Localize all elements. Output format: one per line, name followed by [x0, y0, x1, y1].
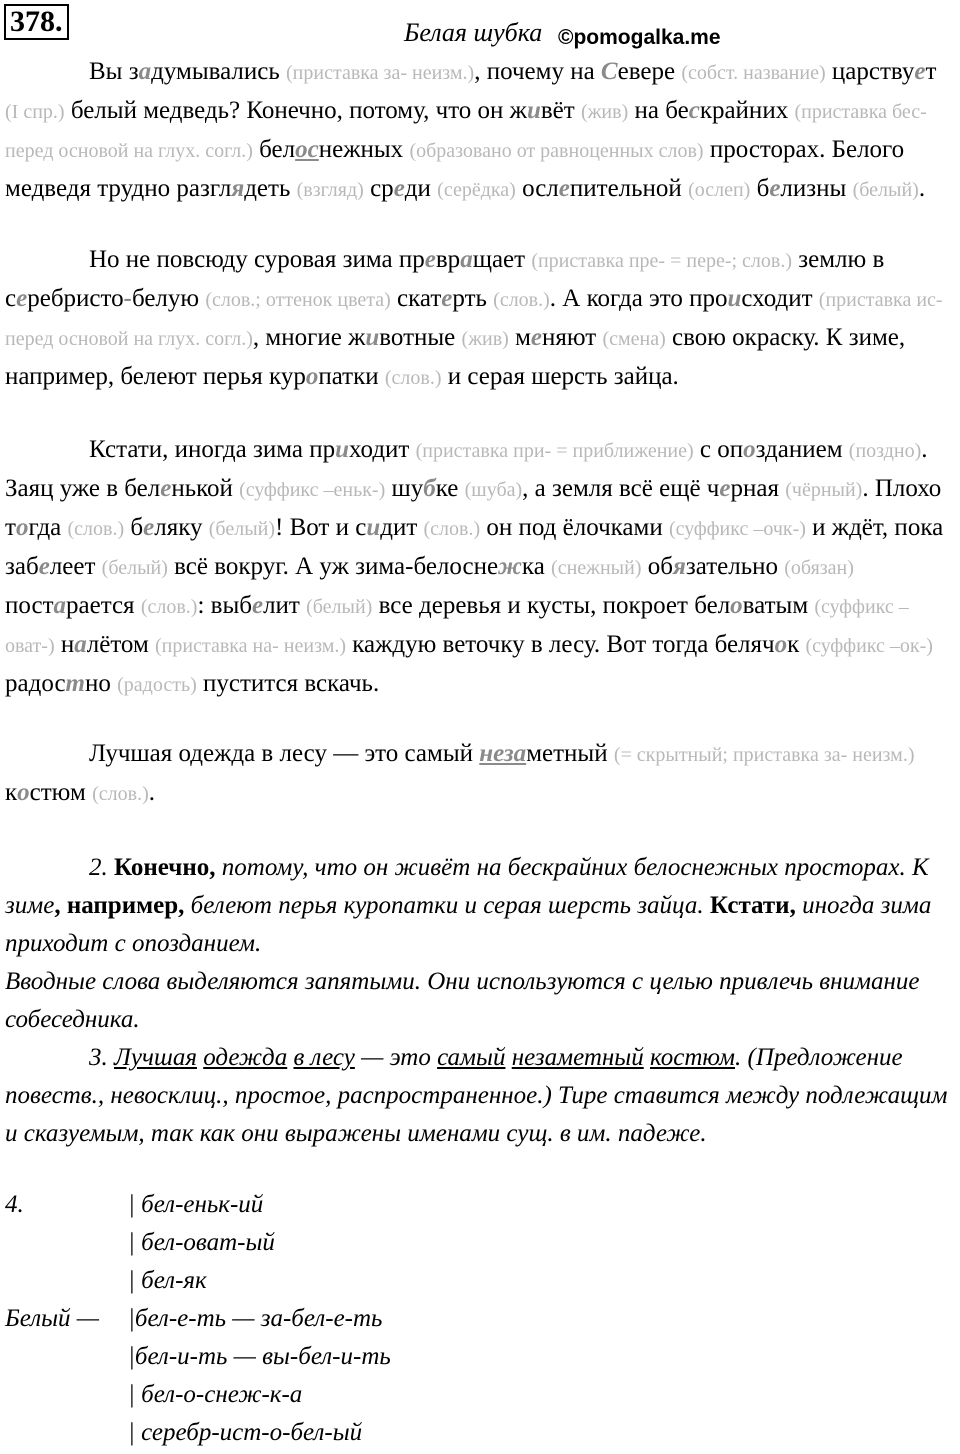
paragraph-3	[5, 431, 955, 704]
text-segment: рная	[730, 475, 786, 502]
bold-word: , например,	[54, 892, 185, 919]
text-segment: к	[787, 631, 806, 658]
text-segment: — это	[354, 1044, 438, 1071]
table-row: | бел-як	[128, 1267, 207, 1294]
underlined-word: в лесу	[293, 1044, 355, 1071]
highlighted-letter: и	[727, 285, 742, 312]
highlighted-letter: е	[251, 592, 264, 619]
text-segment: щает	[472, 246, 532, 273]
text-segment: иногда зима приходит с опозданием.	[5, 892, 932, 957]
text-segment: лит	[263, 592, 307, 619]
underlined-word: одежда	[203, 1044, 288, 1071]
text-segment: с оп	[693, 436, 744, 463]
text-segment: к	[5, 779, 18, 806]
underlined-word: Лучшая	[114, 1044, 197, 1071]
note-text: (I спр.)	[5, 101, 65, 123]
highlighted-letter: о	[17, 779, 30, 806]
text-segment: ди	[404, 175, 438, 202]
highlighted-letter: -	[123, 285, 132, 312]
text-segment: и серая шерсть зайца.	[441, 363, 679, 390]
note-text: (радость)	[117, 674, 197, 696]
note-text: (взгляд)	[296, 179, 364, 201]
table-row: | бел-еньк-ий	[128, 1191, 264, 1218]
text-segment: потому, что он живёт на бескрайних белоснежных просторах. К зиме	[5, 854, 929, 919]
highlighted-letter: я	[672, 553, 686, 580]
highlighted-letter: и	[526, 97, 541, 124]
text-segment: 2.	[89, 854, 114, 881]
note-text: (слов.)	[140, 596, 198, 618]
text-segment: , многие ж	[252, 324, 366, 351]
note-text: (приставка пре- = пере-; слов.)	[531, 250, 793, 272]
note-text: (слов.)	[384, 367, 442, 389]
note-text: (суффикс –очк-)	[668, 518, 806, 540]
text-segment: белую	[131, 285, 206, 312]
text-segment: белый медведь? Конечно, потому, что он ж	[64, 97, 527, 124]
highlighted-letter: ос	[295, 136, 319, 163]
text-segment: скат	[390, 285, 442, 312]
underlined-word: костюм	[649, 1044, 736, 1071]
paragraph-1	[5, 53, 955, 209]
text-segment: лётом	[86, 631, 156, 658]
text-segment: сходит	[741, 285, 819, 312]
highlighted-letter: е	[914, 58, 926, 85]
text-segment: об	[641, 553, 673, 580]
answer-2	[5, 849, 955, 963]
text-segment: зданием	[755, 436, 849, 463]
highlighted-letter: о	[743, 436, 756, 463]
text-segment: ляку	[154, 514, 209, 541]
text-segment: ! Вот и с	[275, 514, 367, 541]
highlighted-letter: и	[335, 436, 349, 463]
text-segment: няют	[542, 324, 603, 351]
text-segment: нькой	[171, 475, 240, 502]
note-text: (поздно)	[848, 440, 922, 462]
paragraph-2	[5, 241, 955, 397]
note-text: (слов.)	[423, 518, 481, 540]
note-text: (слов.)	[92, 783, 149, 805]
watermark: ©pomogalka.me	[558, 26, 721, 49]
text-segment: рается	[66, 592, 141, 619]
text-segment: леет	[49, 553, 102, 580]
highlighted-letter: С	[600, 58, 618, 85]
text-segment: осл	[515, 175, 559, 202]
text-segment: . Заяц уже в бел	[5, 436, 928, 502]
note-text: (смена)	[602, 328, 666, 350]
text-segment: вр	[435, 246, 461, 273]
note-text: (серёдка)	[437, 179, 516, 201]
text-segment: : выб	[197, 592, 252, 619]
text-segment: вёт	[540, 97, 581, 124]
table-row: |бел-е-ть — за-бел-е-ть	[128, 1305, 383, 1332]
text-segment: н	[54, 631, 75, 658]
text-segment: и ждёт, пока заб	[5, 514, 944, 580]
note-text: (приставка за- неизм.)	[286, 62, 475, 84]
highlighted-letter: б	[423, 475, 436, 502]
note-text: (суффикс –еньк-)	[239, 479, 386, 501]
text-segment: вотные	[379, 324, 462, 351]
note-text: (слов.)	[67, 518, 125, 540]
note-text: (чёрный)	[785, 479, 863, 501]
highlighted-letter: е	[530, 324, 543, 351]
note-text: (белый)	[852, 179, 919, 201]
note-text: (образовано от равноценных слов)	[409, 140, 704, 162]
text-segment: Но не повсюду суровая зима пр	[89, 246, 425, 273]
text-segment: стюм	[29, 779, 93, 806]
highlighted-letter: о	[305, 363, 319, 390]
table-root-label: Белый —	[5, 1305, 100, 1332]
text-segment: нежных	[318, 136, 410, 163]
note-text: (снежный)	[551, 557, 642, 579]
highlighted-letter: и	[365, 324, 380, 351]
bold-word: Конечно,	[114, 854, 216, 881]
note-text: (собст. название)	[681, 62, 826, 84]
text-segment: . (Предложение повеств., невосклиц., простое, распространенное.) Тире ставится между подлежащим и сказуемым, так как они выражены именами сущ. в им. падеже.	[5, 1044, 948, 1147]
text-segment: рть	[452, 285, 494, 312]
note-text: (жив)	[580, 101, 629, 123]
text-segment: .	[148, 779, 155, 806]
text-segment: дит	[380, 514, 424, 541]
text-segment: белеют перья куропатки и серая шерсть зайца.	[184, 892, 710, 919]
note-text: (слов.)	[493, 289, 550, 311]
text-segment: метный	[526, 740, 614, 767]
highlighted-letter: и	[366, 514, 381, 541]
highlighted-letter: т	[65, 670, 85, 697]
text-segment: думывались	[151, 58, 287, 85]
note-text: (приставка бес- перед основой на глух. согл.)	[5, 101, 927, 162]
highlighted-letter: а	[138, 58, 152, 85]
highlighted-letter: о	[774, 631, 788, 658]
highlighted-letter: е	[441, 285, 453, 312]
highlighted-letter: е	[558, 175, 570, 202]
highlighted-letter: е	[38, 553, 50, 580]
highlighted-letter: е	[160, 475, 172, 502]
text-segment: пост	[5, 592, 54, 619]
note-text: (приставка ис- перед основой на глух. согл.)	[5, 289, 943, 350]
text-segment: ка	[521, 553, 552, 580]
text-segment: землю в с	[5, 246, 885, 312]
note-text: (слов.; оттенок цвета)	[205, 289, 391, 311]
text-segment: 3.	[89, 1044, 114, 1071]
highlighted-letter: о	[730, 592, 743, 619]
highlighted-letter: е	[769, 175, 781, 202]
highlighted-letter: е	[424, 246, 436, 273]
text-title: Белая шубка	[404, 18, 543, 47]
paragraph-4	[5, 735, 955, 813]
text-segment: патки	[318, 363, 385, 390]
note-text: (белый)	[306, 596, 373, 618]
text-segment: . Плохо т	[5, 475, 942, 541]
text-segment: каждую веточку в лесу. Вот тогда беляч	[346, 631, 775, 658]
text-segment: но	[85, 670, 118, 697]
underlined-word: самый	[437, 1044, 506, 1071]
text-segment: на бе	[628, 97, 689, 124]
text-segment: радос	[5, 670, 66, 697]
text-segment: ходит	[349, 436, 416, 463]
highlighted-letter: а	[53, 592, 67, 619]
highlighted-letter: а	[74, 631, 87, 658]
highlighted-letter: я	[231, 175, 245, 202]
text-segment: просторах. Белого медведя трудно разгл	[5, 136, 905, 202]
highlighted-letter: е	[719, 475, 731, 502]
note-text: (белый)	[208, 518, 275, 540]
text-segment: евере	[617, 58, 682, 85]
text-segment: крайних	[699, 97, 795, 124]
table-number: 4.	[5, 1191, 24, 1218]
text-segment: Кстати, иногда зима пр	[89, 436, 336, 463]
note-text: (белый)	[101, 557, 168, 579]
text-segment: он под ёлочками	[480, 514, 669, 541]
note-text: (= скрытный; приставка за- неизм.)	[613, 744, 915, 766]
text-segment: свою окраску. К зиме, например, белеют перья кур	[5, 324, 906, 390]
text-segment: бел	[252, 136, 296, 163]
text-segment: . А когда это про	[549, 285, 728, 312]
text-segment: б	[124, 514, 144, 541]
highlighted-letter: а	[460, 246, 473, 273]
text-segment: зательно	[685, 553, 785, 580]
highlighted-letter: неза	[479, 740, 527, 767]
text-segment: ребристо	[27, 285, 124, 312]
bold-word: Кстати,	[709, 892, 796, 919]
text-segment: пительной	[569, 175, 689, 202]
highlighted-letter: ж	[498, 553, 522, 580]
text-segment: .	[918, 175, 926, 202]
highlighted-letter: е	[143, 514, 155, 541]
text-segment: все деревья и кусты, покроет бел	[372, 592, 731, 619]
table-row: | бел-оват-ый	[128, 1229, 275, 1256]
note-text: (ослеп)	[688, 179, 751, 201]
note-text: (обязан)	[784, 557, 854, 579]
text-segment: м	[508, 324, 531, 351]
text-segment: ср	[363, 175, 394, 202]
answer-3	[5, 1039, 955, 1153]
answer-2-note: Вводные слова выделяются запятыми. Они используются с целью привлечь внимание собеседника.	[5, 968, 920, 1033]
note-text: (приставка при- = приближение)	[415, 440, 694, 462]
text-segment: Вы з	[89, 58, 139, 85]
text-segment: шу	[385, 475, 424, 502]
text-segment: , почему на	[474, 58, 601, 85]
note-text: (суффикс –оват-)	[5, 596, 909, 657]
exercise-number: 378.	[4, 4, 69, 40]
text-segment: ке	[435, 475, 465, 502]
underlined-word: незаметный	[511, 1044, 644, 1071]
note-text: (шуба)	[464, 479, 523, 501]
table-row: | серебр-ист-о-бел-ый	[128, 1419, 363, 1446]
note-text: (приставка на- неизм.)	[155, 635, 347, 657]
highlighted-letter: е	[16, 285, 28, 312]
note-text: (суффикс –ок-)	[805, 635, 933, 657]
text-segment: лизны	[780, 175, 853, 202]
table-row: |бел-и-ть — вы-бел-и-ть	[128, 1343, 391, 1370]
highlighted-letter: о	[15, 514, 29, 541]
text-segment: ватым	[742, 592, 815, 619]
text-segment: пустится вскачь.	[196, 670, 380, 697]
text-segment: гда	[28, 514, 68, 541]
text-segment: т	[925, 58, 937, 85]
text-segment: деть	[244, 175, 297, 202]
note-text: (жив)	[461, 328, 509, 350]
text-segment: царству	[825, 58, 915, 85]
highlighted-letter: с	[688, 97, 700, 124]
text-segment: б	[750, 175, 770, 202]
table-row: | бел-о-снеж-к-а	[128, 1381, 303, 1408]
text-segment: , а земля всё ещё ч	[522, 475, 720, 502]
text-segment: всё вокруг. А уж зима-белосне	[167, 553, 499, 580]
text-segment: Лучшая одежда в лесу — это самый	[89, 740, 480, 767]
highlighted-letter: е	[393, 175, 405, 202]
